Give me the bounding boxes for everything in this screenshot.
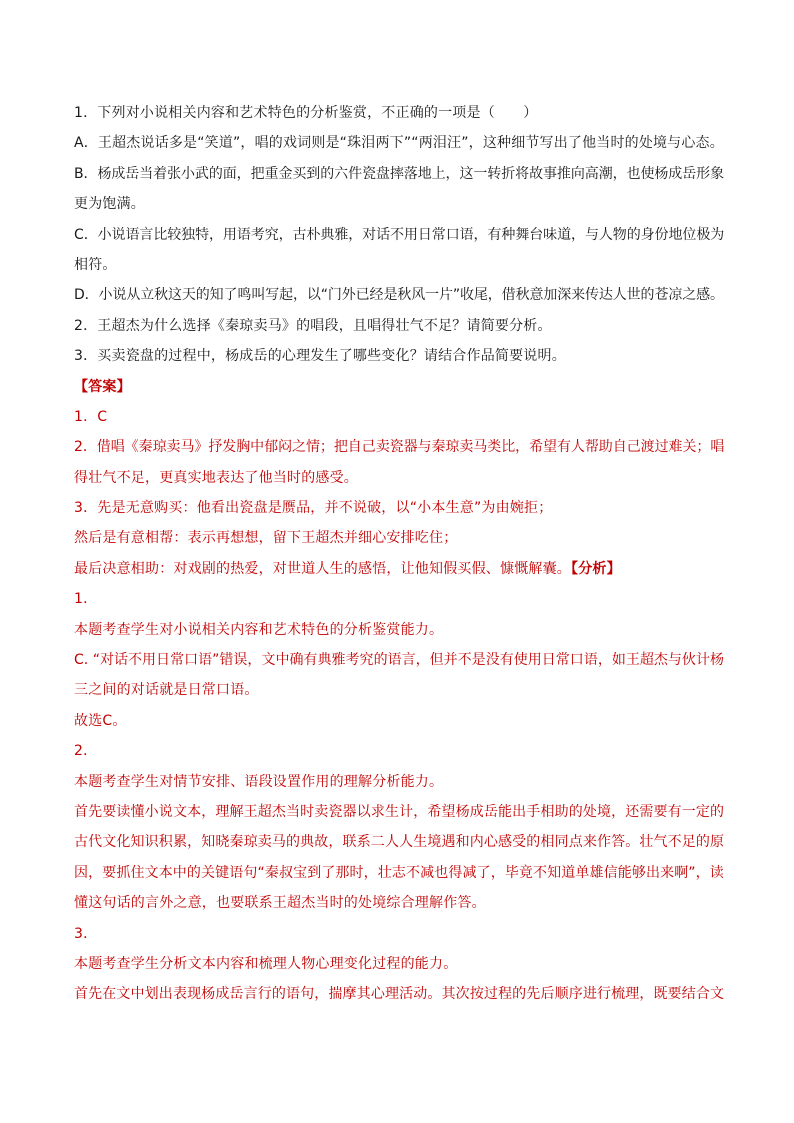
question-3: 3．买卖瓷盘的过程中，杨成岳的心理发生了哪些变化？请结合作品简要说明。 <box>74 348 566 365</box>
analysis-3-topic: 本题考查学生分析文本内容和梳理人物心理变化过程的能力。 <box>74 955 458 972</box>
option-a: A．王超杰说话多是“笑道”，唱的戏词则是“珠泪两下”“两泪汪”，这种细节写出了他当时的处境与心态。 <box>74 135 724 152</box>
analysis-2-para-1: 首先要读懂小说文本，理解王超杰当时卖瓷器以求生计，希望杨成岳能出手相助的处境，还需要有一定的 <box>74 803 725 820</box>
option-c-line-1: C．小说语言比较独特，用语考究，古朴典雅，对话不用日常口语，有种舞台味道，与人物的身份地位极为 <box>74 226 725 243</box>
answer-3-line-2: 然后是有意相帮：表示再想想，留下王超杰并细心安排吃住； <box>74 530 458 547</box>
analysis-1-choose: 故选C。 <box>74 712 127 729</box>
analysis-3-number: 3． <box>74 925 98 942</box>
answer-3-line-3 <box>74 554 724 584</box>
option-b-line-2: 更为饱满。 <box>74 196 145 213</box>
analysis-2-para-3: 因，要抓住文本中的关键语句“秦叔宝到了那时，壮志不减也得减了，毕竟不知道单雄信能够出来啊”，读 <box>74 864 724 881</box>
analysis-1-c-line-1: C. “对话不用日常口语”错误，文中确有典雅考究的语言，但并不是没有使用日常口语，如王超杰与伙计杨 <box>74 652 724 669</box>
option-c-line-2: 相符。 <box>74 256 117 273</box>
analysis-2-topic: 本题考查学生对情节安排、语段设置作用的理解分析能力。 <box>74 773 444 790</box>
analysis-2-para-2: 古代文化知识积累，知晓秦琼卖马的典故，联系二人人生境遇和内心感受的相同点来作答。壮气不足的原 <box>74 834 725 851</box>
analysis-heading: 【分析】 <box>571 560 621 577</box>
answer-3-line-1: 3．先是无意购买：他看出瓷盘是赝品，并不说破，以“小本生意”为由婉拒； <box>74 500 553 517</box>
answer-1: 1．C <box>74 408 108 425</box>
answer-heading: 【答案】 <box>74 378 131 395</box>
analysis-2-para-4: 懂这句话的言外之意，也要联系王超杰当时的处境综合理解作答。 <box>74 895 486 912</box>
analysis-1-c-line-2: 三之间的对话就是日常口语。 <box>74 682 259 699</box>
question-2: 2．王超杰为什么选择《秦琼卖马》的唱段，且唱得壮气不足？请简要分析。 <box>74 317 552 334</box>
analysis-3-para-1: 首先在文中划出表现杨成岳言行的语句，揣摩其心理活动。其次按过程的先后顺序进行梳理，既要结合文 <box>74 986 725 1003</box>
option-b-line-1: B．杨成岳当着张小武的面，把重金买到的六件瓷盘摔落地上，这一转折将故事推向高潮，也使杨成岳形象 <box>74 165 725 182</box>
question-1: 1．下列对小说相关内容和艺术特色的分析鉴赏，不正确的一项是（ ） <box>74 105 538 121</box>
analysis-1-number: 1． <box>74 591 98 608</box>
document-page <box>74 98 724 1010</box>
answer-3-line-3-text: 最后决意相助：对戏剧的热爱，对世道人生的感悟，让他知假买假、慷慨解囊。 <box>74 560 571 577</box>
option-d: D．小说从立秋这天的知了鸣叫写起，以“门外已经是秋风一片”收尾，借秋意加深来传达人世的苍凉之感。 <box>74 287 724 304</box>
answer-2-line-2: 得壮气不足，更真实地表达了他当时的感受。 <box>74 469 358 486</box>
analysis-2-number: 2． <box>74 743 98 760</box>
analysis-1-topic: 本题考查学生对小说相关内容和艺术特色的分析鉴赏能力。 <box>74 621 444 638</box>
answer-2-line-1: 2．借唱《秦琼卖马》抒发胸中郁闷之情；把自己卖瓷器与秦琼卖马类比，希望有人帮助自己渡过难关；唱 <box>74 439 725 456</box>
